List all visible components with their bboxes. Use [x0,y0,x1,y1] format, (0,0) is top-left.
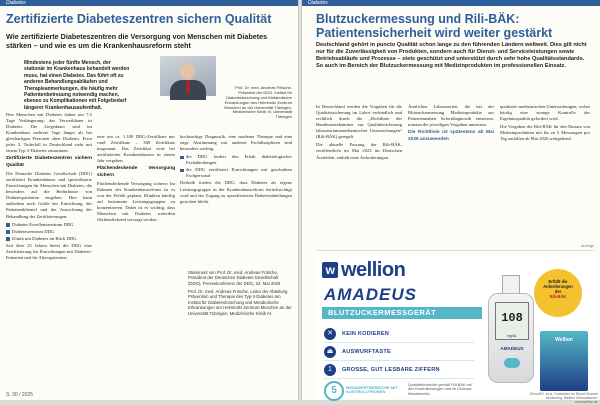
author-note: Prof. Dr. med. Andreas Fritsche, Leiter der Abteilung Prävention und Therapie des Typ-2-Diabetes am Institut für Diabetesforschung und Metabolische Erkrankungen am Helmholtz Zentrum München an der Universität Tübingen, Medizinische Klinik IV. [188,289,292,316]
brand-logo: w wellion [322,259,405,282]
article-intro: Mindestens jeder fünfte Mensch, der stationär im Krankenhaus behandelt werden muss, hat einen Diabetes. Das führt oft zu anderen Behandlungsabläufen und Therapieanmerkungen, die häufig mehr Patientenbetreuung notwendig machen, ebenso zu Komplikationen mit Folgebedarf längerer Krankenhausaufenthalt. [24,60,130,111]
control-badge: 5 [324,381,344,401]
meter-label: AMADEUS [500,346,524,351]
article-lead: Wie zertifizierte Diabeteszentren die Versorgung von Menschen mit Diabetes stärken – und wie es um die Krankenhausreform steht [6,32,268,50]
paragraph: Deshalb fordert die DDG, dass Diabetes als eigene Leistungsgruppe in der Krankenhausreform berücksichtigt wird und der Zugang zu spezialisierten Diabetesabteilungen gesichert bleibt. [180,180,292,204]
demand-list [180,154,292,179]
section-bar [302,0,600,6]
product-subtitle: BLUTZUCKERMESSGERÄT [322,307,482,319]
ad-footnote: Klonoff D. et al. Guidelines for Blood Glucose Monitoring. Weitere Informationen: www.wellion.de [530,392,598,404]
section-label: Diabetes [6,0,26,6]
eject-icon: ⏏ [324,346,336,358]
list-item: die DDG fordert den Erhalt diabetologischer Fachabteilungen [180,154,292,166]
paragraph: Flächendeckende Versorgung sichern: Im Rahmen der Krankenhausreform ist es von der Politik geplant, Kliniken künftig auf bestimmte Leistungsgruppen zu konzentrieren. Dabei ist es wichtig, dass Menschen mit Diabetes weiterhin flächendeckend versorgt werden. [97,180,175,223]
paragraph: Die Deutsche Diabetes Gesellschaft (DDG) zertifiziert Krankenhäuser und spezialisierte Einrichtungen für Menschen mit Diabetes, die besonders auf die Bedürfnisse von Diabetespatienten eingehen. Hier kann außerdem nach Größe der Einrichtung, der Patientenklientel und der Ausrichtung der Behandlung der Zertifizierungen: [6,171,92,219]
control-badge-text: MESSWERTBEREICHE MIT KONTROLLPROBEN [346,385,398,395]
paragraph: In Deutschland werden die Vorgaben für die Qualitätssicherung im Labor verbindlich und rechtlich durch die „Richtlinie der Bundesärztekammer zur Qualitätssicherung laboratoriumsmedizinischer Untersuchungen“ (Rili-BÄK) geregelt. [316,104,402,140]
article-title: Zertifizierte Diabeteszentren sichern Qualität [6,12,272,26]
quality-note: Qualitätskontrolle gemäß Rili-BÄK mit den Kontrolllösungen und im Glukose-Messbereich. [408,383,473,396]
article-lead: Deutschland gehört in puncto Qualität schon lange zu den führenden Ländern weltweit. Dies gilt nicht nur für die Zuverlässigkeit von Produkten, sondern auch für Dienst- und Serviceleistungen sowie Betriebsabläufe und Prozesse – stets geschützt und unterstützt durch sehr hohe Qualitätsstandards. So auch im Bereich der Blutzuckermessung mit Medizinprodukten im professionellen Einsatz. [316,42,587,69]
certificate-list [6,222,92,242]
author-portrait [160,56,216,96]
paragraph: Die Vorgaben der Rili-BÄK für den Einsatz von Medizinprodukten mit bis zu 5 Messungen pro Tag entfallen ab Mai 2026 weitgehend. [500,124,590,142]
digits-icon: 1 [324,364,336,376]
portrait-caption: Prof. Dr. med. Andreas Fritsche, Präsident der DDG, Institut für Diabetesforschung und Metabolische Erkrankungen des Helmholtz Zentrum München an der Universität Tübingen, Medizinische Klinik IV, Universität Tübingen [224,85,292,120]
brand-mark-icon: w [322,262,338,278]
product-box: Wellion [540,331,588,391]
paragraph: eine um ca. 1.100 DDG-Zertifikate nur rund Zertifikate – 300 Zertifikate insgesamt. Das Zertifikat wird bei zertifizierten Krankenhäusern in einem Jahr vergeben. [97,134,175,164]
ad-label: Anzeige [581,244,594,248]
feature-item: 1 GROSSE, GUT LESBARE ZIFFERN [324,361,474,379]
body-column-2 [408,104,494,254]
meter-unit: mg/dL [507,334,517,338]
paragraph: qualitativ medizinischen Untersuchungen, wobei häufig eine strenge Kontrolle der Ergebnisqualität gefordert wird. [500,104,590,122]
meter-button [504,358,520,368]
right-page [302,0,600,404]
list-item: die DDG zertifiziert Einrichtungen mit geschultem Fachpersonal [180,167,292,179]
paragraph: Ärztlichen Laboratorien, die bei der Blutzuckermessung Medizinprodukte zur Patientennahen Sofortdiagnostik einsetzen, müssen die jeweiligen Vorgaben umsetzen. [408,104,494,128]
left-page [0,0,298,400]
subheading: Die Richtlinie ist spätestens ab Mai 2026 anzuwenden [408,130,494,142]
test-strip-icon [502,275,520,295]
paragraph: hochsachige Diagnostik, eine moderne Therapie und eine enge Abstimmung mit anderen Fachdisziplinen sind besonders wichtig. [180,134,292,152]
article-title: Blutzuckermessung und Rili-BÄK: Patientensicherheit wird weiter gestärkt [316,12,553,40]
subheading: Zertifizierte Diabeteszentren sichern Qualität [6,156,92,168]
body-column-2 [97,134,175,396]
feature-item: ⏏ AUSWURFTASTE [324,343,474,361]
body-column-3 [500,104,590,254]
glucose-meter-image [488,293,534,383]
feature-item: ✕ KEIN KODIEREN [324,325,474,343]
subheading: Flächendeckende Versorgung sichern [97,166,175,178]
source-infobox [188,270,292,319]
no-coding-icon: ✕ [324,328,336,340]
paragraph: Den Menschen mit Diabetes haben um 7,5 Tage Verlängerung: das Verweildauer ist Diabetes. Die Liegedauer sind im Krankenhaus mehrere Tage länger als bei gleichartigen Personen ohne Diabetes. Etwa jeder 3. Todesfall in Deutschland steht mit einem Typ-2-Diabetes zusammen. [6,112,92,154]
body-column-3 [180,134,292,396]
list-item: Klinik mit Diabetes im Blick DDG [6,236,92,242]
section-bar [0,0,298,6]
rili-baek-badge: Erfüllt die Anforderungen der Rili-BÄK [534,269,582,317]
advertisement [316,250,598,404]
paragraph: Die aktuelle Fassung der Rili-BÄK, veröffentlicht im Mai 2023 im Deutschen Ärzteblatt, enthält neue Anforderungen. [316,142,402,160]
product-name: AMADEUS [324,285,417,304]
source-note: Statement von Prof. Dr. med. Andreas Fritsche, Präsident der Deutschen Diabetes Gesellschaft (DDG), Pressekonferenz der DDG, 22. Mai 2025 [188,270,281,286]
list-item: Diabetes Exzellenzzentrum DDG [6,222,92,228]
body-column-1 [6,112,92,396]
meter-display: 108 [495,302,529,340]
body-column-1 [316,104,402,254]
page-number: S. 30 / 2025 [6,392,33,398]
paragraph: Seit über 25 Jahren bietet die DDG eine Zertifizierung für Einrichtungen mit Diabetes-Patienten und für Alterspatienten. [6,242,92,260]
section-label: Diabetes [308,0,328,6]
list-item: Diabeteszentrum DDG [6,229,92,235]
feature-list [324,325,474,379]
